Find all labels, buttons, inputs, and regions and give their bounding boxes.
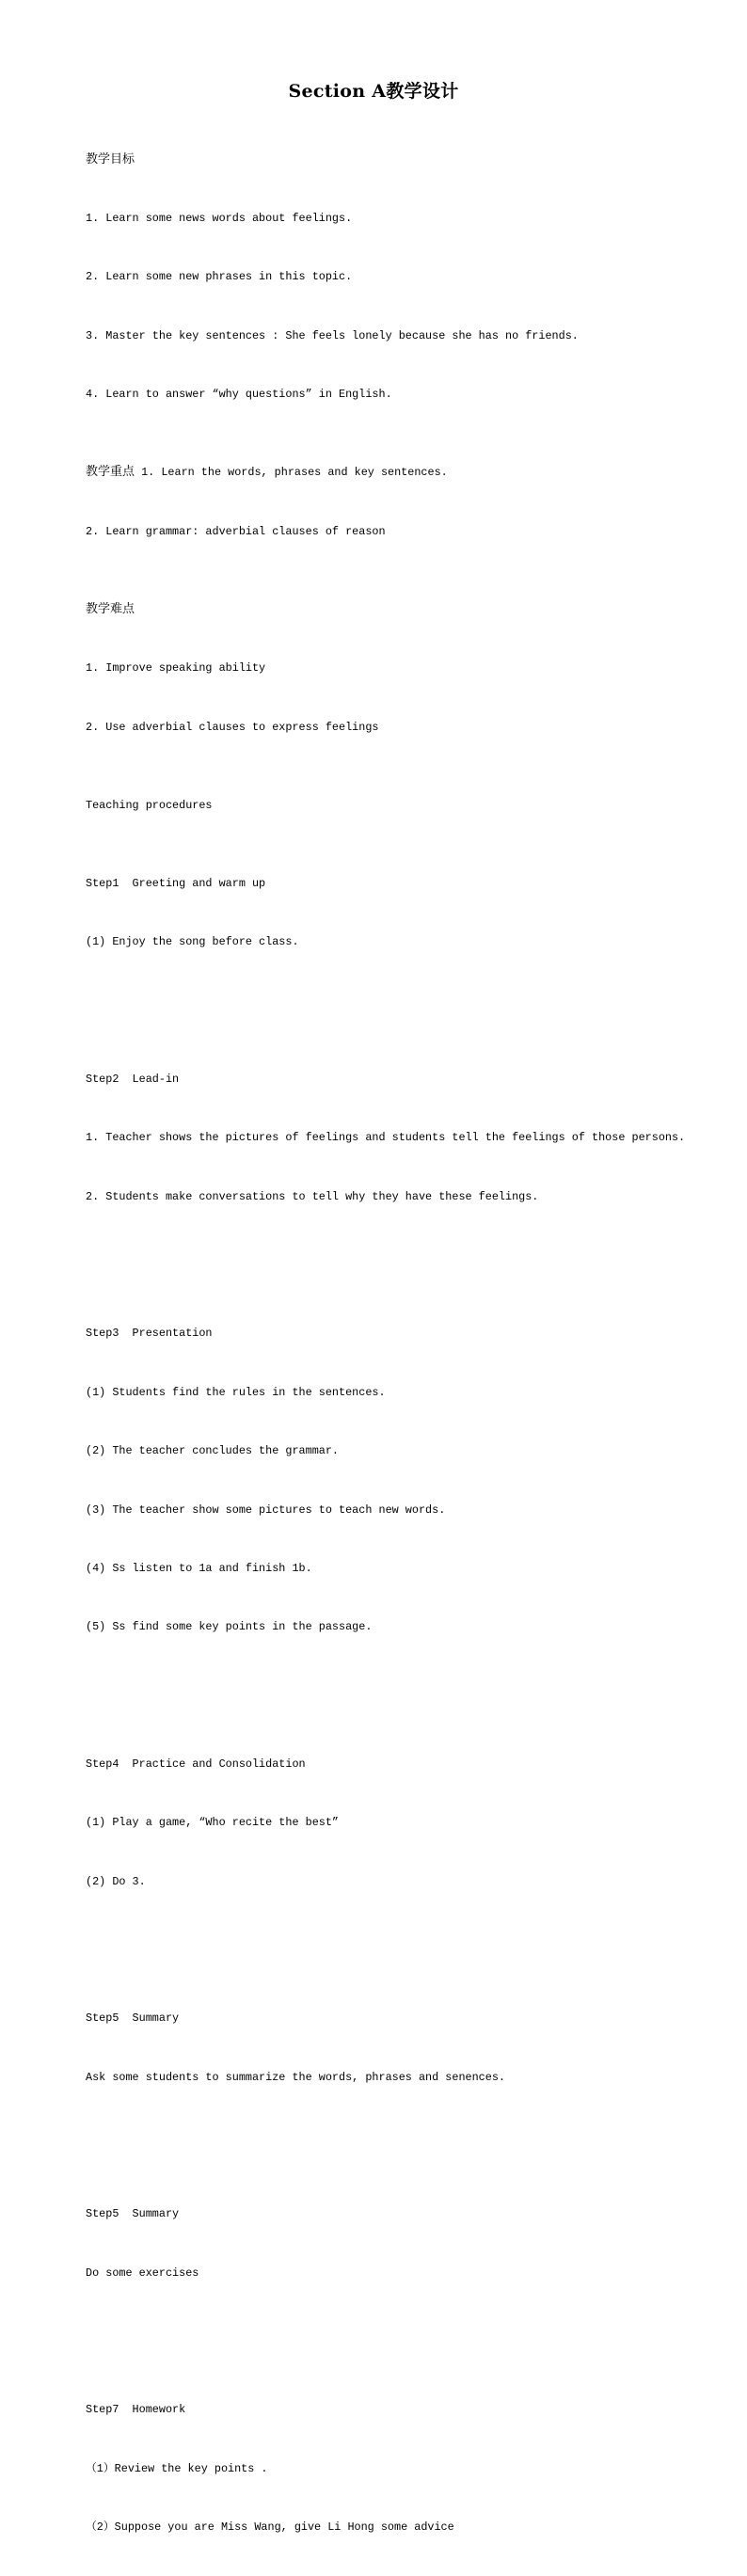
spacer [86,1677,725,1696]
objective-item: 1. Learn some news words about feelings. [86,211,353,225]
key-points-heading: 教学重点 [86,465,135,480]
spacer [86,1246,725,1265]
step-title: Step5 Summary [86,2207,180,2221]
step-title: Step1 Greeting and warm up [86,877,266,891]
step-item: (1) Play a game, “Who recite the best” [86,1816,340,1830]
step-title: Step4 Practice and Consolidation [86,1757,306,1771]
step-item: (4) Ss listen to 1a and finish 1b. [86,1561,312,1575]
step-item: (3) The teacher show some pictures to teach new words. [86,1503,446,1517]
step-title: Step2 Lead-in [86,1073,180,1087]
step-item: （1）Review the key points . [86,2461,268,2475]
step-item: (5) Ss find some key points in the passage. [86,1620,373,1634]
step-item: (2) The teacher concludes the grammar. [86,1444,340,1458]
key-point-item: 1. Learn the words, phrases and key sentences. [135,466,448,480]
step-title: Step7 Homework [86,2403,186,2417]
step-item: 1. Teacher shows the pictures of feelings and students tell the feelings of those persons. [86,1131,686,1145]
key-points-line [86,463,725,483]
objective-item: 4. Learn to answer “why questions” in English. [86,388,392,402]
spacer [86,1931,725,1950]
step-item: Ask some students to summarize the words, phrases and senences. [86,2070,505,2084]
objective-item: 3. Master the key sentences : She feels lonely because she has no friends. [86,328,579,342]
spacer [86,2322,725,2342]
difficulty-item: 2. Use adverbial clauses to express feelings [86,720,379,734]
step-item: （2）Suppose you are Miss Wang, give Li Hong some advice [86,2520,454,2535]
procedures-heading: Teaching procedures [86,798,213,812]
step-title: Step5 Summary [86,2012,180,2026]
document-body [86,111,725,2576]
step-item: 2. Students make conversations to tell why they have these feelings. [86,1189,539,1203]
difficulty-item: 1. Improve speaking ability [86,661,266,676]
document-title: Section A教学设计 [288,81,459,102]
spacer [86,2126,725,2146]
difficulties-heading: 教学难点 [86,601,135,616]
step-item: (2) Do 3. [86,1874,146,1888]
key-point-item: 2. Learn grammar: adverbial clauses of reason [86,524,386,538]
spacer [86,992,725,1011]
objective-item: 2. Learn some new phrases in this topic. [86,270,353,284]
step-item: (1) Enjoy the song before class. [86,935,299,949]
objectives-heading: 教学目标 [86,151,135,167]
step-title: Step3 Presentation [86,1327,213,1341]
step-item: Do some exercises [86,2266,199,2280]
step-item: (1) Students find the rules in the sentences. [86,1385,386,1399]
